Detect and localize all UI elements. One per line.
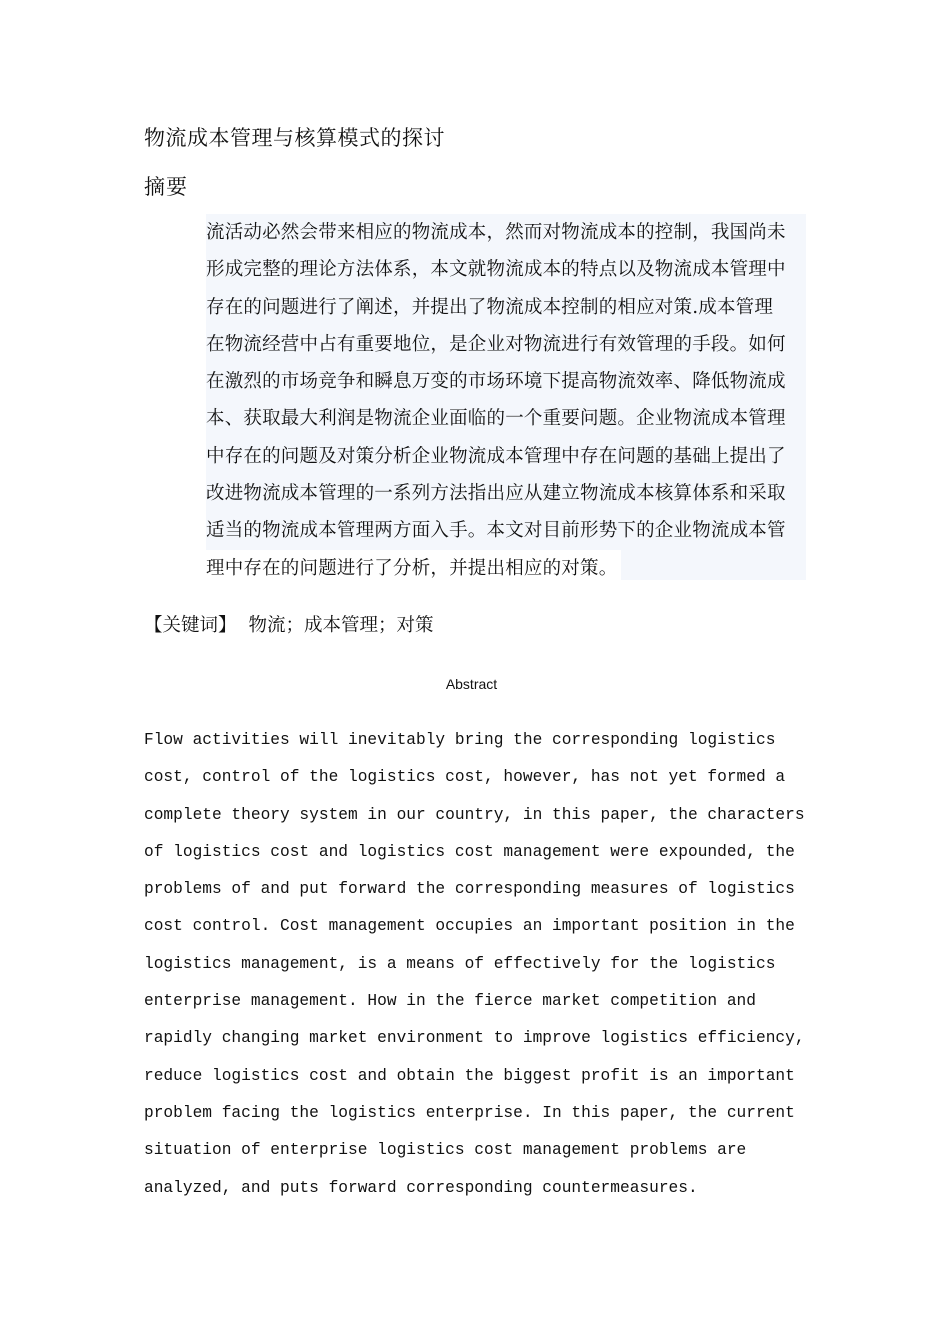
abstract-cn-line: 在激烈的市场竞争和瞬息万变的市场环境下提高物流效率、降低物流成 <box>206 371 786 393</box>
document-title: 物流成本管理与核算模式的探讨 <box>144 126 445 150</box>
abstract-cn-line: 形成完整的理论方法体系，本文就物流成本的特点以及物流成本管理中 <box>206 259 786 281</box>
abstract-cn-line: 在物流经营中占有重要地位，是企业对物流进行有效管理的手段。如何 <box>206 333 786 355</box>
keywords-value: 物流；成本管理；对策 <box>248 615 434 636</box>
abstract-heading-cn: 摘要 <box>144 175 188 199</box>
abstract-en-line: problems of and put forward the corresponding measures of logistics <box>144 880 795 899</box>
abstract-cn-line: 理中存在的问题进行了分析，并提出相应的对策。 <box>206 550 621 587</box>
keywords-label: 【关键词】 <box>144 615 237 636</box>
keywords-line <box>144 611 434 641</box>
abstract-en-line: cost control. Cost management occupies an important position in the <box>144 917 795 936</box>
abstract-cn-line: 本、获取最大利润是物流企业面临的一个重要问题。企业物流成本管理 <box>206 408 786 430</box>
abstract-en-line: problem facing the logistics enterprise. In this paper, the current <box>144 1103 795 1122</box>
abstract-heading-en: Abstract <box>445 676 498 692</box>
abstract-en-line: complete theory system in our country, in this paper, the characters <box>144 805 805 824</box>
abstract-cn-line: 适当的物流成本管理两方面入手。本文对目前形势下的企业物流成本管 <box>206 520 786 542</box>
abstract-cn-block <box>206 214 806 580</box>
abstract-en-line: enterprise management. How in the fierce market competition and <box>144 992 756 1011</box>
abstract-cn-line: 存在的问题进行了阐述，并提出了物流成本控制的相应对策.成本管理 <box>206 296 774 318</box>
abstract-en-line: rapidly changing market environment to improve logistics efficiency, <box>144 1029 805 1048</box>
abstract-en-line: of logistics cost and logistics cost management were expounded, the <box>144 842 795 861</box>
abstract-en-line: Flow activities will inevitably bring the corresponding logistics <box>144 731 776 749</box>
abstract-en-line: situation of enterprise logistics cost management problems are <box>144 1141 747 1160</box>
abstract-en-line: analyzed, and puts forward corresponding countermeasures. <box>144 1178 698 1197</box>
abstract-en-line: logistics management, is a means of effectively for the logistics <box>144 954 776 973</box>
abstract-en-line: reduce logistics cost and obtain the biggest profit is an important <box>144 1066 795 1085</box>
abstract-cn-line: 改进物流成本管理的一系列方法指出应从建立物流成本核算体系和采取 <box>206 483 786 505</box>
abstract-cn-line: 流活动必然会带来相应的物流成本，然而对物流成本的控制，我国尚未 <box>206 222 786 243</box>
abstract-cn-line: 中存在的问题及对策分析企业物流成本管理中存在问题的基础上提出了 <box>206 445 786 467</box>
abstract-en-block <box>144 722 805 1207</box>
abstract-en-line: cost, control of the logistics cost, however, has not yet formed a <box>144 768 786 787</box>
